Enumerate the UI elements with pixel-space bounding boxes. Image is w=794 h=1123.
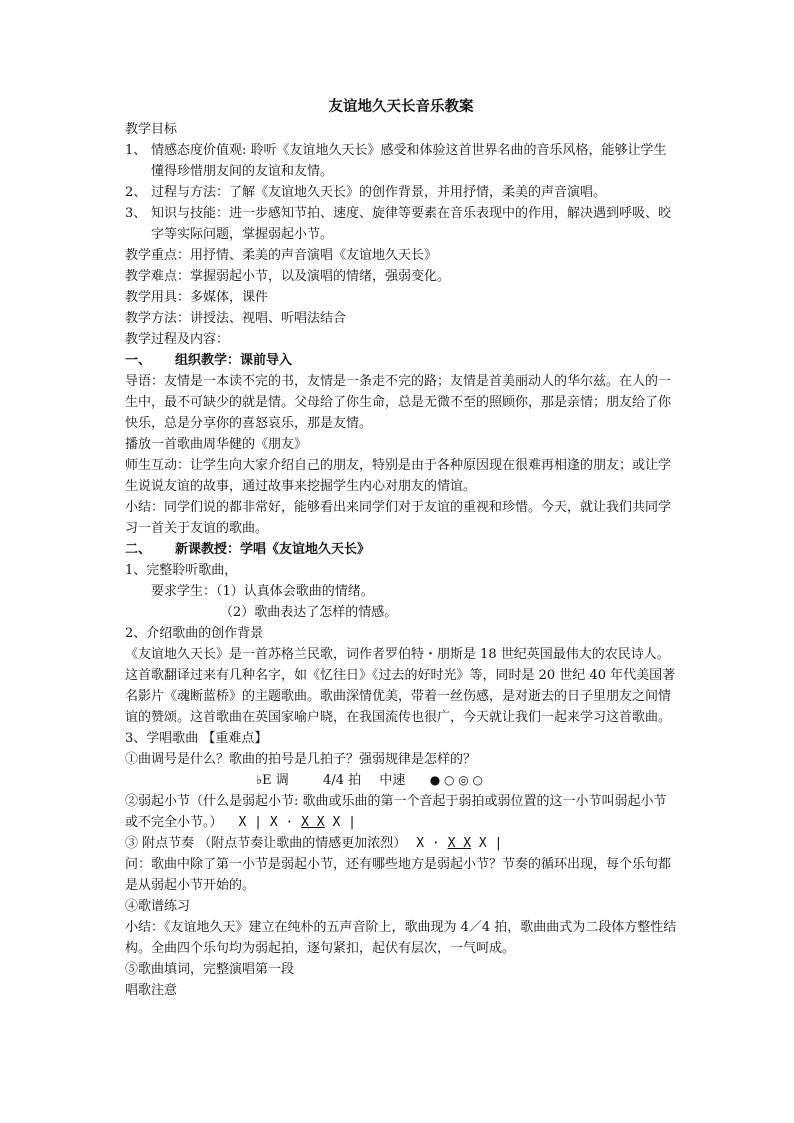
step-listen: 1、完整聆听歌曲， (125, 563, 238, 578)
question-5: ⑤歌曲填词，完整演唱第一段 (125, 962, 295, 977)
key-signature: ♭E 调 (256, 773, 289, 788)
background-paragraph: 《友谊地久天长》是一首苏格兰民歌，词作者罗伯特・朋斯是 18 世纪英国最伟大的农民诗人。这首歌翻译过来有几种名字，如《忆往日》《过去的好时光》等，同时是 20 世纪 40 年代美国著名影片《魂断蓝桥》的主题歌曲。歌曲深情优美，带着一丝伤感，是对逝去的日子里朋友之间情谊的赞颂。这首歌曲在英国家喻户晓，在我国流传也很广，今天就让我们一起来学习这首歌曲。 (125, 647, 676, 725)
requirement-1: 要求学生：（1）认真体会歌曲的情绪。 (151, 584, 374, 599)
objective-item: 3、 知识与技能：进一步感知节拍、速度、旋律等要素在音乐表现中的作用，解决遇到呼吸、咬字等实际问题，掌握弱起小节。 (125, 206, 672, 242)
summary-2: 小结：《友谊地久天》建立在纯朴的五声音阶上，歌曲现为 4／4 拍，歌曲曲式为二段体方整性结构。全曲四个乐句均为弱起拍，逐句紧扣，起伏有层次，一气呵成。 (125, 920, 677, 956)
teaching-process: 教学过程及内容： (125, 332, 230, 347)
beat-strength-marks: ● ○ ◎ ○ (429, 773, 484, 787)
key-point: 教学重点：用抒情、柔美的声音演唱《友谊地久天长》 (125, 248, 438, 263)
rhythm-notation: X | X · X X X | (238, 815, 356, 830)
requirement-2: （2）歌曲表达了怎样的情感。 (220, 605, 398, 620)
section-heading-1: 一、 组织教学：课前导入 (125, 353, 293, 368)
objective-item: 2、 过程与方法：了解《友谊地久天长》的创作背景，并用抒情，柔美的声音演唱。 (125, 185, 607, 200)
objective-item: 1、 情感态度价值观: 聆听《友谊地久天长》感受和体验这首世界名曲的音乐风格，能够让学生懂得珍惜朋友间的友谊和友情。 (125, 143, 667, 179)
intro-paragraph: 导语：友情是一本读不完的书，友情是一条走不完的路；友情是首美丽动人的华尔兹。在人的一生中，最不可缺少的就是情。父母给了你生命，总是无微不至的照顾你，那是亲情；朋友给了你快乐，总是分享你的喜怒哀乐，那是友情。 (125, 374, 672, 431)
teaching-methods: 教学方法：讲授法、视唱、听唱法结合 (125, 311, 347, 326)
question-4: ④歌谱练习 (125, 899, 191, 914)
summary-paragraph: 小结：同学们说的都非常好，能够看出来同学们对于友谊的重视和珍惜。今天，就让我们共同学习一首关于友谊的歌曲。 (125, 500, 672, 536)
time-signature: 4/4 拍 (323, 773, 362, 788)
document-page (125, 96, 677, 1001)
teaching-tools: 教学用具：多媒体，课件 (125, 290, 269, 305)
step-background: 2、介绍歌曲的创作背景 (125, 626, 264, 641)
key-meter-row (125, 770, 677, 791)
question-weak-beat: 问：歌曲中除了第一小节是弱起小节，还有哪些地方是弱起小节？节奏的循环出现，每个乐句都是从弱起小节开始的。 (125, 857, 672, 893)
question-2: ②弱起小节（什么是弱起小节: 歌曲或乐曲的第一个音起于弱拍或弱位置的这一小节叫弱起小节或不完全小节。） X | X · X X X | (125, 794, 667, 830)
difficulty: 教学难点：掌握弱起小节，以及演唱的情绪，强弱变化。 (125, 269, 451, 284)
interaction-paragraph: 师生互动：让学生向大家介绍自己的朋友，特别是由于各种原因现在很难再相逢的朋友；或让学生说说友谊的故事，通过故事来挖掘学生内心对朋友的情谊。 (125, 458, 672, 494)
objectives-heading: 教学目标 (125, 122, 178, 137)
step-sing: 3、学唱歌曲 【重难点】 (125, 731, 268, 746)
play-song: 播放一首歌曲周华健的《朋友》 (125, 437, 308, 452)
tempo: 中速 (379, 773, 406, 788)
section-heading-2: 二、 新课教授：学唱《友谊地久天长》 (125, 542, 371, 557)
question-3: ③ 附点节奏 （附点节奏让歌曲的情感更加浓烈） X · X X X | (125, 836, 503, 851)
document-title: 友谊地久天长音乐教案 (328, 98, 474, 115)
singing-notes: 唱歌注意 (125, 983, 178, 998)
rhythm-notation: X · X X X | (416, 836, 503, 851)
question-1: ①曲调号是什么？歌曲的拍号是几拍子？强弱规律是怎样的？ (125, 752, 477, 767)
